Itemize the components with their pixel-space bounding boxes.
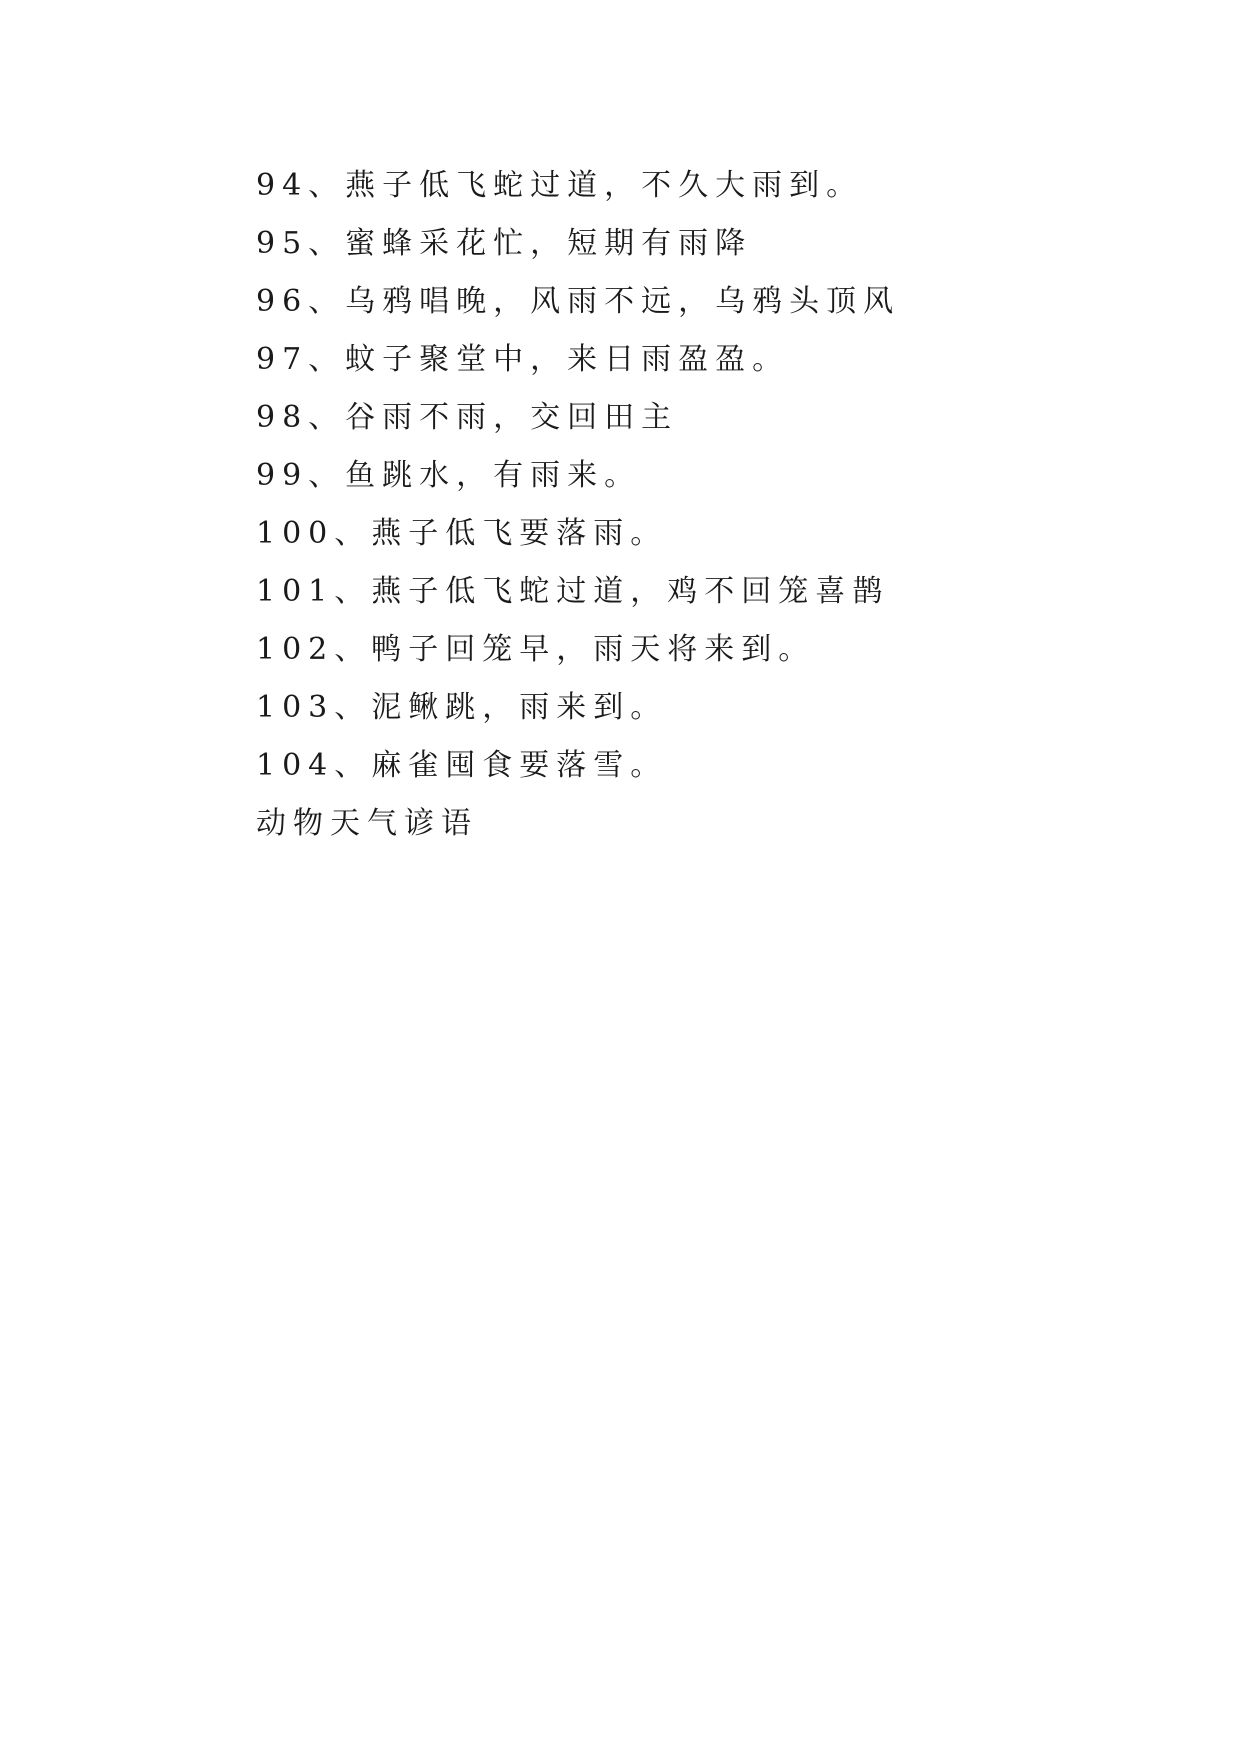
proverb-line-94: 94、燕子低飞蛇过道，不久大雨到。 xyxy=(256,168,864,203)
proverb-list xyxy=(256,157,1156,853)
proverb-line-98: 98、谷雨不雨，交回田主 xyxy=(256,400,679,435)
proverb-line-97: 97、蚊子聚堂中，来日雨盈盈。 xyxy=(256,342,790,377)
proverb-line-99: 99、鱼跳水，有雨来。 xyxy=(256,458,642,493)
proverb-line-95: 95、蜜蜂采花忙，短期有雨降 xyxy=(256,226,753,261)
proverb-line-103: 103、泥鳅跳，雨来到。 xyxy=(256,690,668,725)
proverb-line-102: 102、鸭子回笼早，雨天将来到。 xyxy=(256,632,816,667)
proverb-line-100: 100、燕子低飞要落雨。 xyxy=(256,516,668,551)
proverb-line-104: 104、麻雀囤食要落雪。 xyxy=(256,748,668,783)
proverb-line-96: 96、乌鸦唱晚，风雨不远，乌鸦头顶风 xyxy=(256,284,901,319)
proverb-line-101: 101、燕子低飞蛇过道，鸡不回笼喜鹊 xyxy=(256,574,890,609)
document-title: 动物天气谚语 xyxy=(256,806,478,841)
